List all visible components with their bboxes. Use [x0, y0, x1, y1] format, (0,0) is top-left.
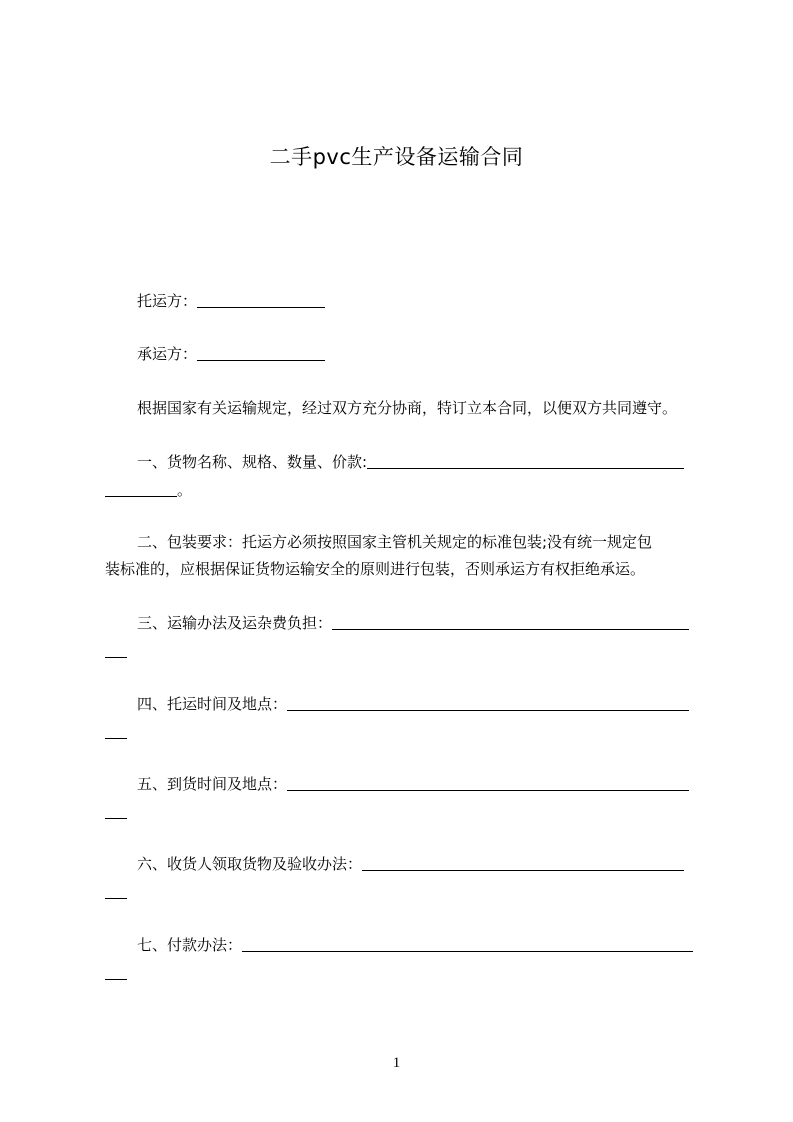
- clause1-line2: [105, 480, 705, 500]
- clause2-line2: 装标准的，应根据保证货物运输安全的原则进行包装，否则承运方有权拒绝承运。: [105, 560, 646, 578]
- carrier-label: 承运方：: [137, 345, 198, 363]
- clause4-label: 四、托运时间及地点：: [137, 695, 288, 713]
- clause3-line2: [105, 641, 705, 661]
- shipper-blank[interactable]: [197, 293, 325, 308]
- clause6-blank[interactable]: [362, 856, 684, 871]
- page-number: 1: [392, 1055, 401, 1071]
- carrier-blank[interactable]: [197, 346, 325, 361]
- clause5-blank-cont[interactable]: [105, 804, 127, 819]
- clause7-blank-cont[interactable]: [105, 965, 127, 980]
- clause4-line2: [105, 722, 705, 742]
- clause5-line: [105, 774, 737, 794]
- clause7-label: 七、付款办法：: [137, 936, 243, 954]
- clause4-blank-cont[interactable]: [105, 724, 127, 739]
- clause6-line: [105, 854, 737, 874]
- clause1-blank-cont[interactable]: [105, 482, 177, 497]
- clause1-label: 一、货物名称、规格、数量、价款:: [137, 453, 368, 471]
- clause1-end: 。: [177, 481, 193, 499]
- clause4-line: [105, 694, 737, 714]
- clause5-line2: [105, 802, 705, 822]
- clause7-blank[interactable]: [242, 937, 693, 952]
- clause3-blank[interactable]: [332, 615, 689, 630]
- clause6-label: 六、收货人领取货物及验收办法：: [137, 855, 363, 873]
- clause6-blank-cont[interactable]: [105, 884, 127, 899]
- clause7-line: [105, 935, 737, 955]
- document-title: 二手pvc生产设备运输合同: [269, 145, 524, 169]
- clause3-label: 三、运输办法及运杂费负担：: [137, 614, 333, 632]
- shipper-line: [105, 291, 737, 311]
- clause5-blank[interactable]: [287, 776, 689, 791]
- clause2-line1: 二、包装要求：托运方必须按照国家主管机关规定的标准包装;没有统一规定包: [137, 533, 653, 551]
- carrier-line: [105, 344, 737, 364]
- clause1-line: [105, 452, 737, 472]
- clause7-line2: [105, 963, 705, 983]
- clause5-label: 五、到货时间及地点：: [137, 775, 288, 793]
- intro-paragraph: 根据国家有关运输规定，经过双方充分协商，特订立本合同，以便双方共同遵守。: [137, 399, 678, 417]
- clause6-line2: [105, 882, 705, 902]
- clause3-line: [105, 613, 737, 633]
- shipper-label: 托运方：: [137, 292, 198, 310]
- clause4-blank[interactable]: [287, 696, 689, 711]
- clause1-blank[interactable]: [367, 454, 684, 469]
- clause3-blank-cont[interactable]: [105, 643, 127, 658]
